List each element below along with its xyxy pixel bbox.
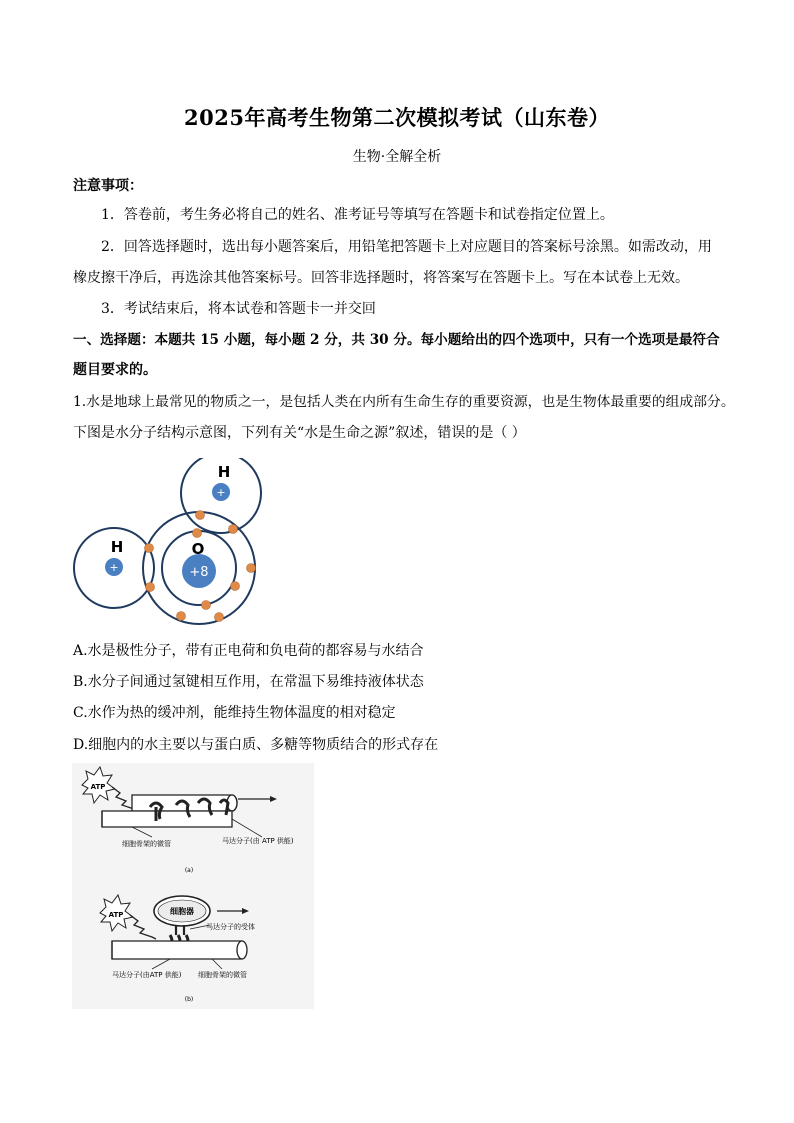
electron (247, 564, 256, 573)
motor-label-a: 马达分子(由 ATP 供能) (222, 837, 294, 845)
notice-heading: 注意事项： (73, 178, 143, 194)
notice-item-3: 3．考试结束后，将本试卷和答题卡一并交回 (101, 301, 376, 317)
electron (145, 544, 154, 553)
option-a: A.水是极性分子，带有正电荷和负电荷的都容易与水结合 (73, 643, 424, 659)
exam-title: 2025年高考生物第二次模拟考试（山东卷） (184, 105, 610, 130)
h-left-charge: + (109, 561, 119, 574)
water-molecule-figure (72, 458, 272, 634)
o-charge: +8 (189, 565, 209, 580)
microtubule-label-b: 细胞骨架的微管 (198, 971, 247, 979)
electron (177, 612, 186, 621)
option-c: C.水作为热的缓冲剂，能维持生物体温度的相对稳定 (73, 705, 396, 721)
receptor-label: 马达分子的受体 (206, 923, 255, 931)
motor-label-b: 马达分子(由ATP 供能) (112, 971, 182, 979)
section-heading-cont: 题目要求的。 (73, 362, 157, 378)
electron (146, 583, 155, 592)
option-b: B.水分子间通过氢键相互作用，在常温下易维持液体状态 (73, 674, 424, 690)
h-left-label: H (110, 538, 124, 556)
question-stem-cont: 下图是水分子结构示意图，下列有关“水是生命之源”叙述，错误的是（ ） (73, 425, 526, 441)
notice-item-1: 1．答卷前，考生务必将自己的姓名、准考证号等填写在答题卡和试卷指定位置上。 (101, 207, 614, 223)
electron (231, 582, 240, 591)
h-top-label: H (217, 463, 231, 481)
caption-a: (a) (184, 867, 194, 874)
atp-label-a: ATP (90, 783, 106, 791)
o-label: O (191, 540, 205, 558)
electron (202, 601, 211, 610)
electron (229, 525, 238, 534)
electron (193, 529, 202, 538)
electron (215, 613, 224, 622)
caption-b: (b) (184, 996, 194, 1003)
notice-item-2-cont: 橡皮擦干净后，再选涂其他答案标号。回答非选择题时，将答案写在答题卡上。写在本试卷上无效。 (73, 270, 689, 286)
h-top-charge: + (216, 486, 226, 499)
section-heading: 一、选择题：本题共 15 小题，每小题 2 分，共 30 分。每小题给出的四个选项中，只有一个选项是最符合 (73, 332, 720, 348)
notice-item-2: 2．回答选择题时，选出每小题答案后，用铅笔把答题卡上对应题目的答案标号涂黑。如需改动，用 (101, 239, 712, 255)
microtubule-label-a: 细胞骨架的微管 (122, 840, 171, 848)
option-d: D.细胞内的水主要以与蛋白质、多糖等物质结合的形式存在 (73, 737, 439, 753)
organelle-label: 细胞器 (170, 907, 194, 916)
question-stem: 1.水是地球上最常见的物质之一，是包括人类在内所有生命生存的重要资源，也是生物体最重要的组成部分。 (73, 394, 735, 410)
electron (196, 511, 205, 520)
exam-subtitle: 生物·全解全析 (352, 149, 442, 165)
atp-label-b: ATP (108, 911, 124, 919)
motor-protein-figure (72, 763, 314, 1013)
